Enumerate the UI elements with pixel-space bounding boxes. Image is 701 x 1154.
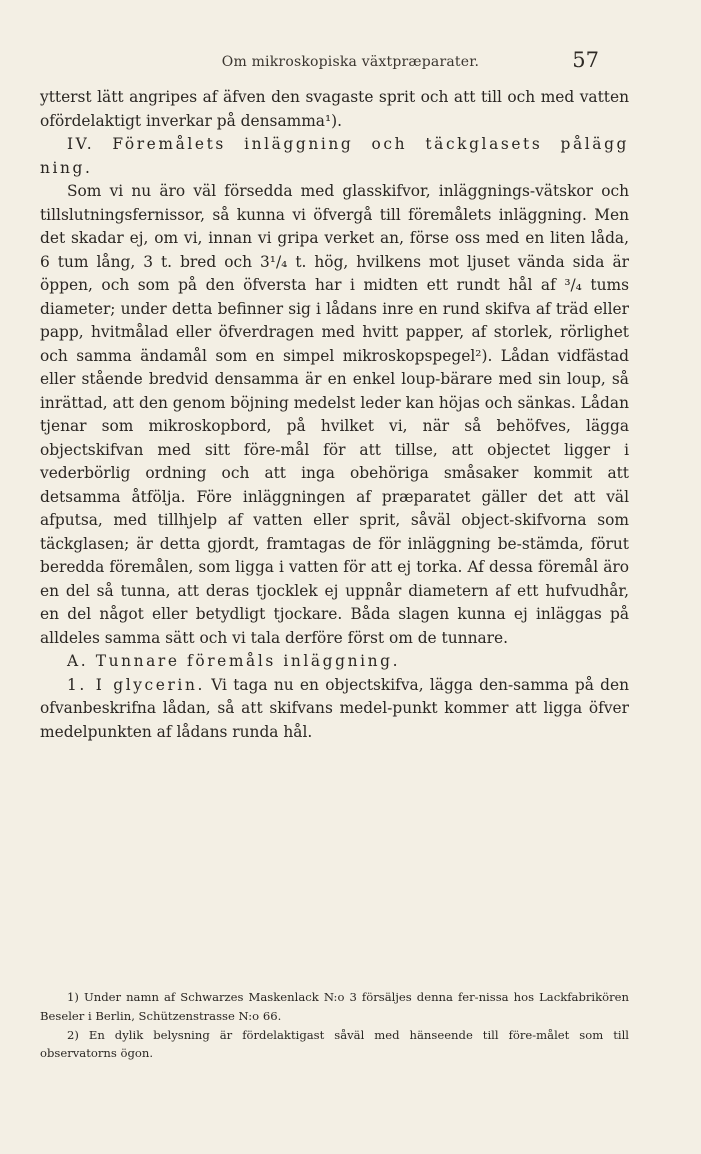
- section-heading: IV. Föremålets inläggning och täckglasets pålägg ning.: [40, 135, 629, 177]
- page-number: 57: [572, 48, 599, 72]
- numbered-item-glycerin: [40, 674, 629, 745]
- body-text: [40, 86, 629, 744]
- running-title: Om mikroskopiska växtpræparater.: [221, 54, 480, 70]
- footnotes: [40, 988, 629, 1063]
- paragraph-continuation: ytterst lätt angripes af äfven den svagaste sprit och att till och med vatten ofördelaktigt inverkar på densamma¹).: [40, 88, 629, 130]
- item-label: 1. I glycerin.: [67, 675, 205, 694]
- subheading-thin-objects: A. Tunnare föremåls inläggning.: [67, 652, 401, 670]
- footnote-1: 1) Under namn af Schwarzes Maskenlack N:o 3 försäljes denna fer-nissa hos Lackfabrikören Beseler i Berlin, Schützenstrasse N:o 66.: [40, 990, 629, 1023]
- paragraph-box-description: Som vi nu äro väl försedda med glasskifvor, inläggnings-vätskor och tillslutningsfernissor, så kunna vi öfvergå till föremålets inläggning. Men det skadar ej, om vi, innan vi gripa verket an, förse oss med en liten låda, 6 tum lång, 3 t. bred och 3¹/₄ t. hög, hvilkens mot ljuset vända sida är öppen, och som på den öfversta har i midten ett rundt hål af ³/₄ tums diameter; under detta befinner sig i lådans inre en rund skifva af träd eller papp, hvitmålad eller öfverdragen med hvitt papper, af storlek, rörlighet och samma ändamål som en simpel mikroskopspegel²). Lådan vidfästad eller stående bredvid densamma är en enkel loup-bärare med sin loup, så inrättad, att den genom böjning medelst leder kan höjas och sänkas. Lådan tjenar som mikroskopbord, på hvilket vi, när så behöfves, lägga objectskifvan med sitt före-mål för att tillse, att objectet ligger i vederbörlig ordning och att inga obehöriga småsaker kommit att detsamma åtfölja. Före inläggningen af præparatet gäller det att väl afputsa, med tillhjelp af vatten eller sprit, såväl object-skifvorna som täckglasen; är detta gjordt, framtagas de för inläggning be-stämda, förut beredda föremålen, som ligga i vatten för att ej torka. Af dessa föremål äro en del så tunna, att deras tjocklek ej uppnår diametern af ett hufvudhår, en del något eller betydligt tjockare. Båda slagen kunna ej inläggas på alldeles samma sätt och vi tala derföre först om de tunnare.: [40, 182, 629, 647]
- running-head: [0, 48, 701, 76]
- footnote-2: 2) En dylik belysning är fördelaktigast såväl med hänseende till före-målet som till observatorns ögon.: [40, 1027, 629, 1061]
- item-text: Vi taga nu en objectskifva, lägga den-samma på den ofvanbeskrifna lådan, så att skifvans medel-punkt kommer att ligga öfver medelpunkten af lådans runda hål.: [40, 675, 629, 741]
